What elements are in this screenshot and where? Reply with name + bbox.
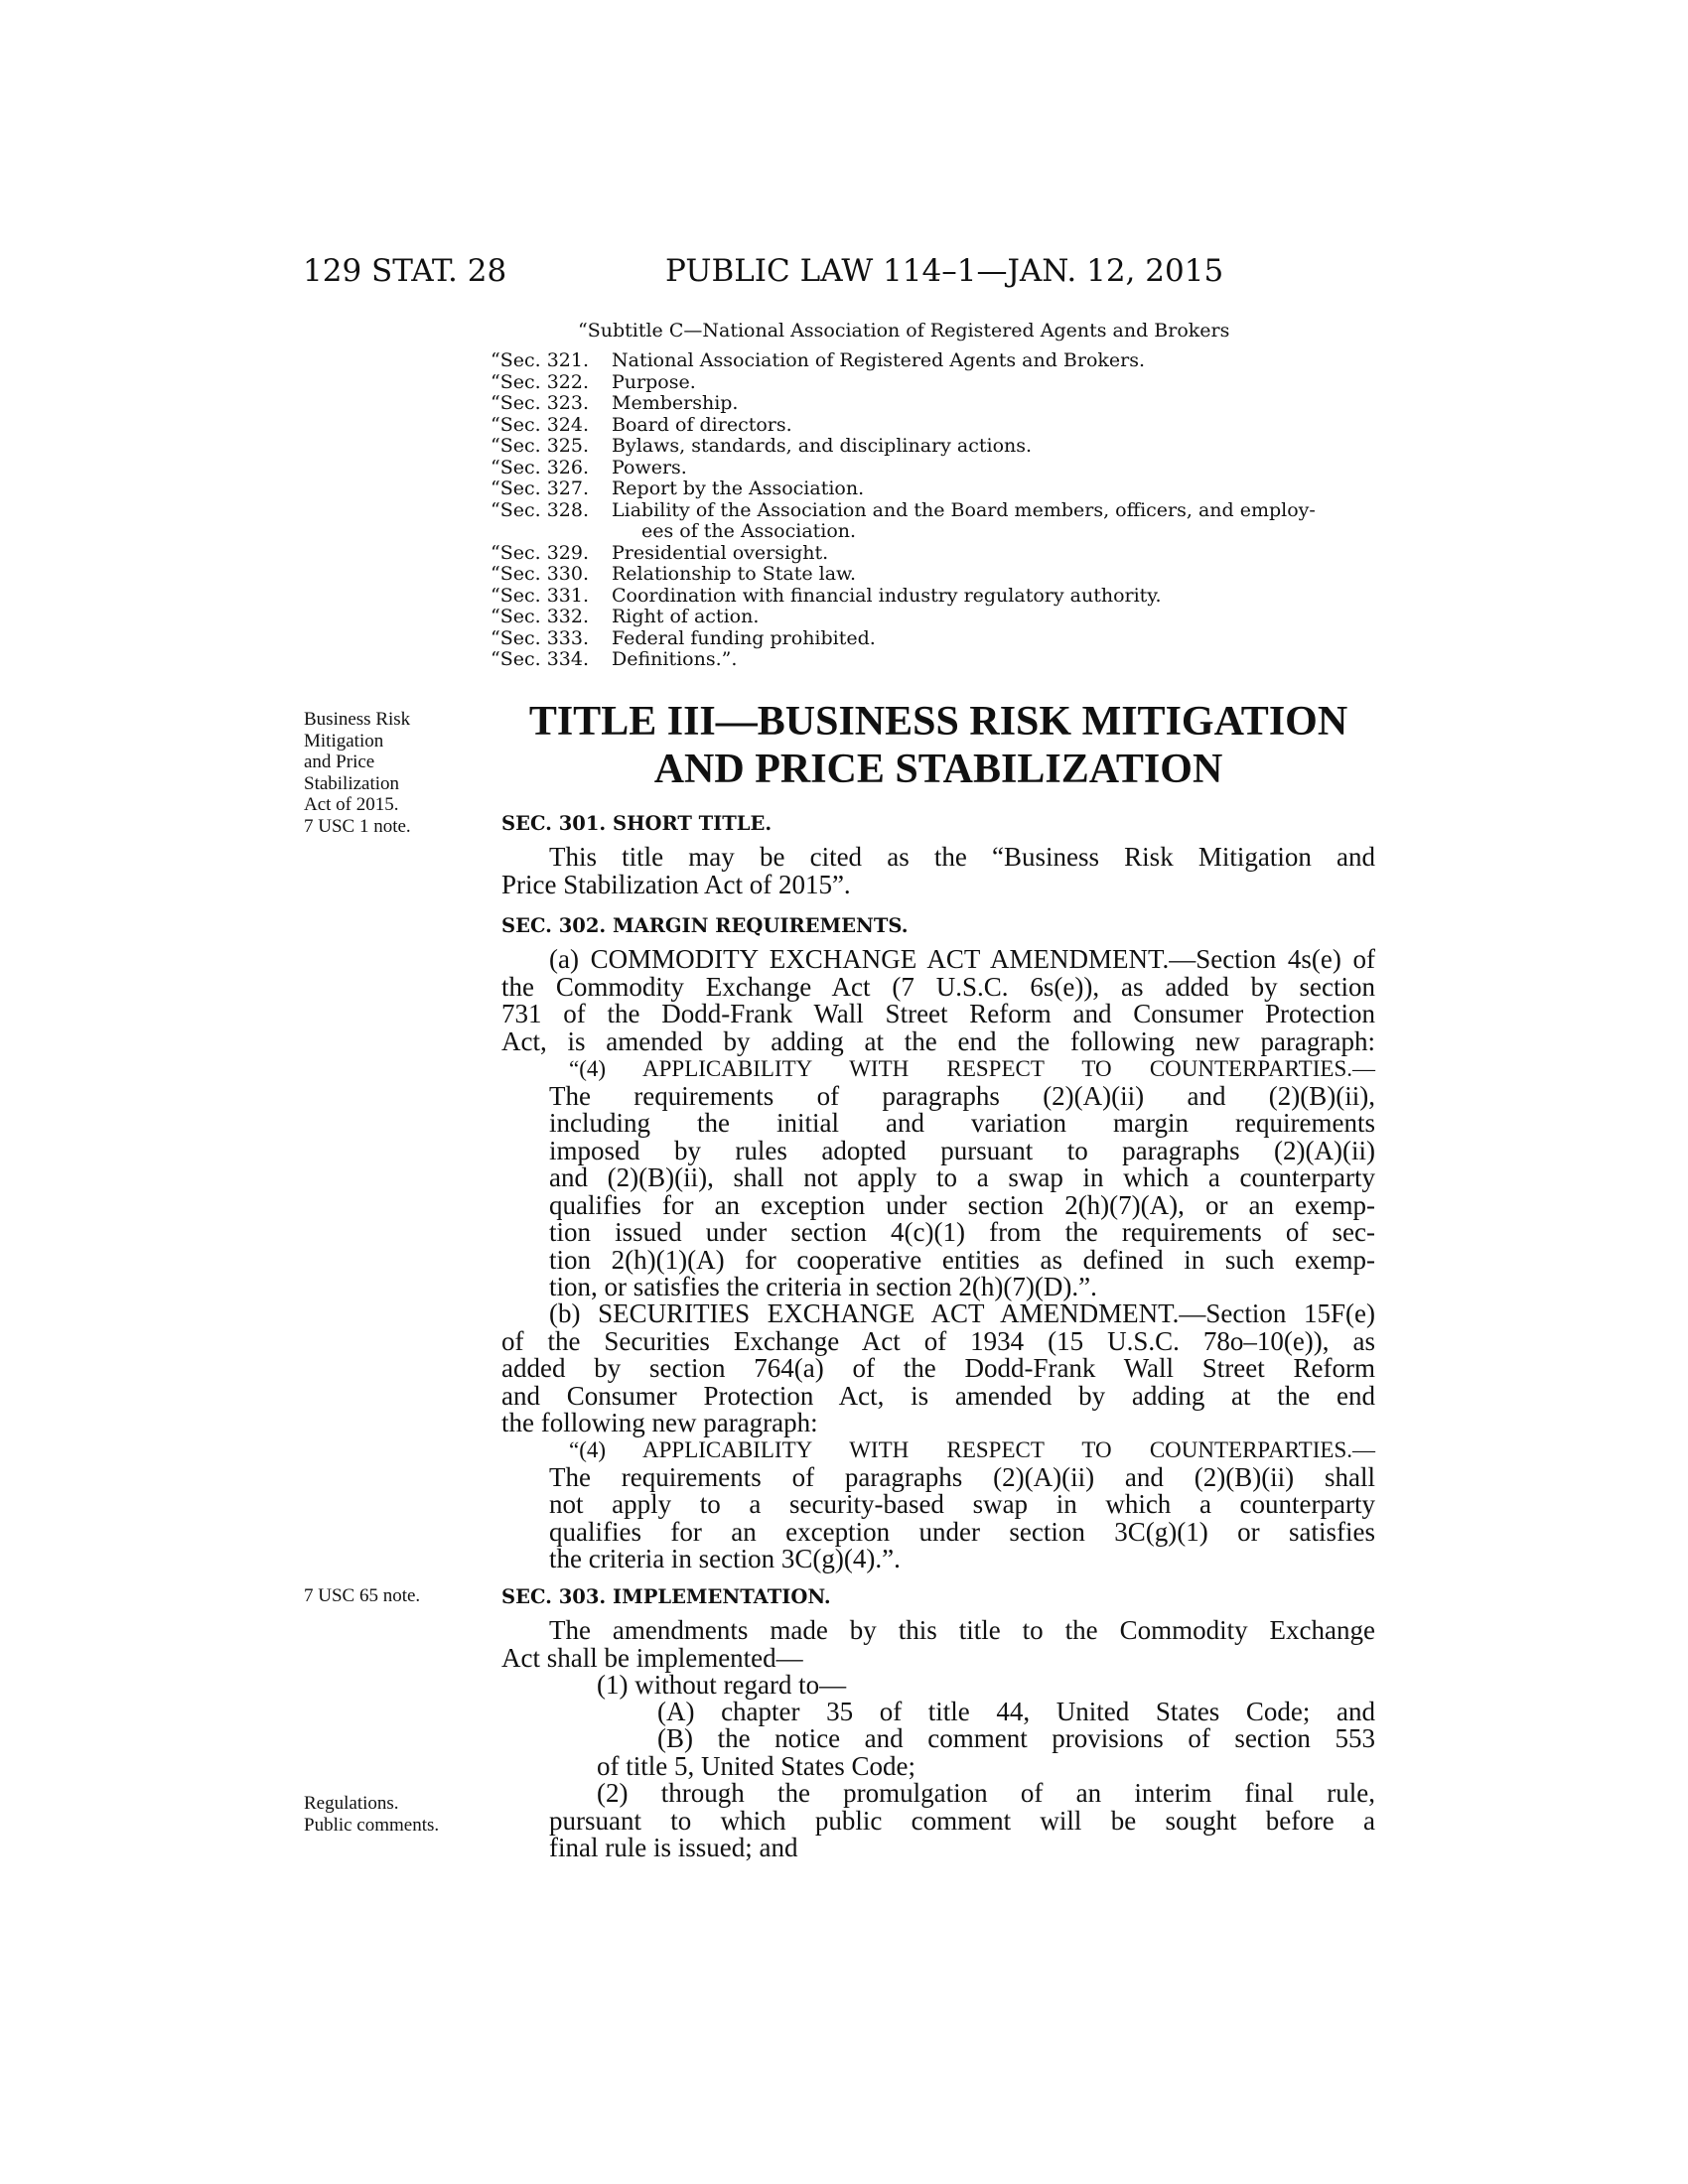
toc-entry: [491, 372, 1384, 394]
toc-entry: [491, 415, 1384, 437]
toc-entry-text: Right of action.: [612, 606, 760, 627]
margin-note-implementation: [304, 1585, 420, 1607]
margin-note-line: Public comments.: [304, 1814, 440, 1836]
text-line: not apply to a security-based swap in which a counterparty: [549, 1489, 1375, 1519]
toc-entry: [491, 393, 1384, 415]
title-line-2: AND PRICE STABILIZATION: [653, 747, 1223, 792]
toc-entry: [491, 350, 1384, 372]
text-line: of the Securities Exchange Act of 1934 (15 U.S.C. 78o–10(e)), as: [501, 1325, 1375, 1356]
toc-entry: [491, 543, 1384, 565]
text-line: Act shall be implemented—: [501, 1642, 803, 1673]
toc-entry: [491, 436, 1384, 458]
toc-entry-text: Presidential oversight.: [612, 541, 829, 564]
title-heading: [501, 698, 1375, 793]
section-302-a-quote: [549, 1055, 1375, 1301]
toc-entry-number: “Sec. 322.: [491, 370, 589, 393]
text-line: The requirements of paragraphs (2)(A)(ii) and (2)(B)(ii) shall: [549, 1461, 1375, 1492]
toc-entry-text: [612, 500, 1384, 543]
text-line: and Consumer Protection Act, is amended by adding at the end: [501, 1380, 1375, 1411]
toc-subtitle: “Subtitle C—National Association of Registered Agents and Brokers: [578, 320, 1230, 341]
text-line: qualifies for an exception under section 2(h)(7)(A), or an exemp-: [549, 1189, 1375, 1220]
text-line: (B) the notice and comment provisions of section 553: [657, 1723, 1375, 1753]
margin-note-short-title: [304, 709, 411, 837]
text-line: The amendments made by this title to the Commodity Exchange: [549, 1615, 1375, 1645]
toc-entry-text: Definitions.”.: [612, 648, 738, 670]
toc-entry-text-line: Liability of the Association and the Board members, officers, and employ-: [612, 498, 1316, 521]
toc-entry-number: “Sec. 332.: [491, 606, 589, 627]
section-302-a: [501, 946, 1375, 1055]
toc-entry-text: Bylaws, standards, and disciplinary actions.: [612, 435, 1033, 457]
toc-entry: [491, 458, 1384, 479]
toc-entry-number: “Sec. 326.: [491, 456, 589, 478]
toc-entry-text: Membership.: [612, 392, 739, 414]
section-303-item-1A: [501, 1699, 1375, 1726]
margin-note-line: Business Risk: [304, 709, 411, 730]
section-302-b-quote: [549, 1436, 1375, 1573]
text-line: the following new paragraph:: [501, 1408, 818, 1437]
text-line: 731 of the Dodd-Frank Wall Street Reform and Consumer Protection: [501, 999, 1375, 1028]
text-line: imposed by rules adopted pursuant to paragraphs (2)(A)(ii): [549, 1135, 1375, 1165]
toc-entry: [491, 500, 1384, 543]
text-line: final rule is issued; and: [549, 1833, 798, 1862]
toc-entry-text: Relationship to State law.: [612, 563, 857, 585]
margin-note-line: and Price: [304, 751, 375, 772]
text-line: qualifies for an exception under section 3C(g)(1) or satisfies: [549, 1516, 1375, 1547]
text-line: “(4) APPLICABILITY WITH RESPECT TO COUNTERPARTIES.—: [569, 1437, 1375, 1462]
toc-entry-text: Board of directors.: [612, 413, 792, 436]
text-line: “(4) APPLICABILITY WITH RESPECT TO COUNTERPARTIES.—: [569, 1056, 1375, 1081]
section-303-item-2: [501, 1780, 1375, 1862]
toc-entry: [491, 628, 1384, 650]
margin-note-line: Mitigation: [304, 730, 384, 751]
toc-entry-number: “Sec. 331.: [491, 584, 589, 607]
toc-entry: [491, 607, 1384, 628]
margin-note-line: 7 USC 65 note.: [304, 1585, 421, 1606]
toc-entry: [491, 586, 1384, 608]
text-line: This title may be cited as the “Business Risk Mitigation and: [549, 842, 1375, 872]
text-line: tion issued under section 4(c)(1) from the requirements of sec-: [549, 1217, 1375, 1247]
toc-entry-text: Report by the Association.: [612, 478, 865, 499]
toc-entry-text: Purpose.: [612, 370, 696, 393]
text-line: including the initial and variation margin requirements: [549, 1108, 1375, 1138]
toc-list: [491, 350, 1384, 671]
toc-entry: [491, 478, 1384, 500]
text-line: (2) through the promulgation of an interim final rule,: [597, 1778, 1375, 1808]
text-line: the Commodity Exchange Act (7 U.S.C. 6s(e)), as added by section: [501, 971, 1375, 1002]
title-line-1: TITLE III—BUSINESS RISK MITIGATION: [528, 699, 1348, 745]
section-302-b: [501, 1300, 1375, 1437]
toc-entry-number: “Sec. 327.: [491, 478, 589, 499]
text-line: The requirements of paragraphs (2)(A)(ii) and (2)(B)(ii),: [549, 1080, 1375, 1111]
text-line: Act, is amended by adding at the end the following new paragraph:: [501, 1025, 1375, 1056]
margin-note-line: Stabilization: [304, 772, 400, 794]
toc-entry-number: “Sec. 321.: [491, 349, 589, 371]
toc-entry-number: “Sec. 323.: [491, 392, 589, 414]
toc-entry-text-continuation: ees of the Association.: [641, 520, 857, 542]
margin-note-line: Act of 2015.: [304, 794, 399, 815]
text-line: and (2)(B)(ii), shall not apply to a swap in which a counterparty: [549, 1162, 1375, 1192]
toc-entry-number: “Sec. 330.: [491, 563, 589, 585]
section-301-text: [501, 844, 1375, 898]
text-line: the criteria in section 3C(g)(4).”.: [549, 1544, 901, 1573]
toc-entry-number: “Sec. 334.: [491, 648, 589, 670]
toc-entry-number: “Sec. 324.: [491, 413, 589, 436]
toc-entry-text: National Association of Registered Agents and Brokers.: [612, 349, 1146, 371]
text-line: pursuant to which public comment will be sought before a: [549, 1805, 1375, 1836]
text-line: added by section 764(a) of the Dodd-Frank Wall Street Reform: [501, 1353, 1375, 1383]
toc-entry: [491, 564, 1384, 586]
text-line: (b) SECURITIES EXCHANGE ACT AMENDMENT.—Section 15F(e): [549, 1298, 1375, 1328]
text-line: (1) without regard to—: [597, 1670, 847, 1700]
toc-entry-number: “Sec. 325.: [491, 435, 589, 457]
toc-entry-number: “Sec. 333.: [491, 626, 589, 649]
page-reference: 129 STAT. 28: [303, 253, 507, 289]
section-302-heading: SEC. 302. MARGIN REQUIREMENTS.: [501, 914, 909, 937]
margin-note-regulations: [304, 1793, 439, 1836]
text-line: tion, or satisfies the criteria in section 2(h)(7)(D).”.: [549, 1272, 1097, 1301]
section-303-heading: SEC. 303. IMPLEMENTATION.: [501, 1585, 831, 1608]
toc-entry-text: Federal funding prohibited.: [612, 626, 876, 649]
section-301-heading: SEC. 301. SHORT TITLE.: [501, 812, 773, 835]
text-line: Price Stabilization Act of 2015”.: [501, 869, 851, 899]
toc-entry-text: Coordination with financial industry regulatory authority.: [612, 584, 1162, 607]
toc-entry-number: “Sec. 328.: [491, 498, 589, 521]
text-line: of title 5, United States Code;: [597, 1750, 915, 1781]
toc-entry-number: “Sec. 329.: [491, 541, 589, 564]
toc-entry-text: Powers.: [612, 456, 687, 478]
toc-entry: [491, 649, 1384, 671]
section-303-item-1B: [501, 1725, 1375, 1780]
text-line: (A) chapter 35 of title 44, United States Code; and: [657, 1697, 1375, 1726]
law-reference: PUBLIC LAW 114–1—JAN. 12, 2015: [665, 253, 1224, 289]
margin-note-line: Regulations.: [304, 1793, 399, 1814]
section-303-item-1: [501, 1672, 1375, 1700]
margin-note-line: 7 USC 1 note.: [304, 815, 411, 837]
text-line: (a) COMMODITY EXCHANGE ACT AMENDMENT.—Section 4s(e) of: [549, 944, 1375, 974]
text-line: tion 2(h)(1)(A) for cooperative entities as defined in such exemp-: [549, 1244, 1375, 1275]
section-303-intro: [501, 1617, 1375, 1672]
